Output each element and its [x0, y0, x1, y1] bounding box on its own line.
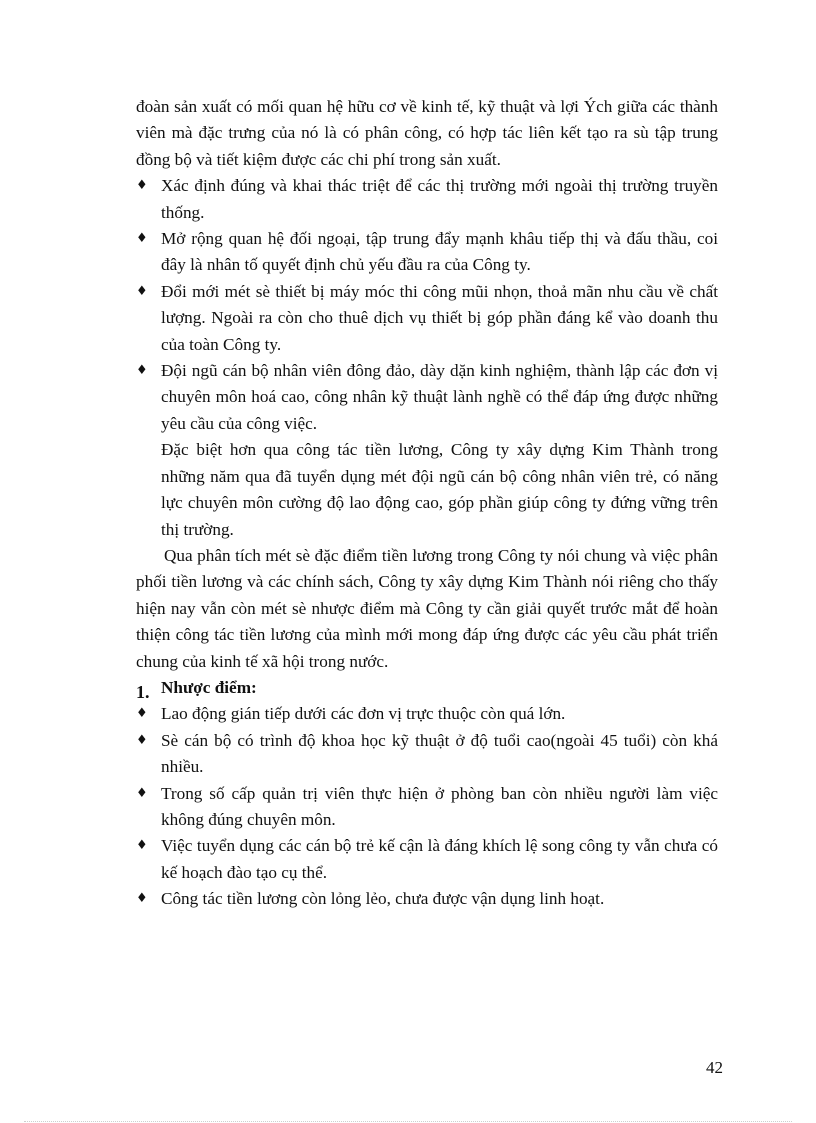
list-item	[136, 358, 718, 437]
diamond-bullet-icon: ♦	[136, 283, 148, 299]
list-item	[136, 226, 718, 279]
section-heading	[136, 675, 718, 701]
diamond-bullet-icon: ♦	[136, 178, 148, 194]
list-item-text: Trong số cấp quản trị viên thực hiện ở phòng ban còn nhiều người làm việc không đúng chuyên môn.	[161, 783, 718, 829]
intro-paragraph: đoàn sản xuất có mối quan hệ hữu cơ về kinh tế, kỹ thuật và lợi Ých giữa các thành viên mà đặc trưng của nó là có phân công, có hợp tác liên kết tạo ra sù tập trung đồng bộ và tiết kiệm được các chi phí trong sản xuất.	[136, 97, 718, 169]
list-item-text: Sè cán bộ có trình độ khoa học kỹ thuật ở độ tuổi cao(ngoài 45 tuổi) còn khá nhiều.	[161, 730, 718, 777]
list-item-text: Đổi mới mét sè thiết bị máy móc thi công mũi nhọn, thoả mãn nhu cầu về chất lượng. Ngoài ra còn cho thuê dịch vụ thiết bị góp phần đáng kể vào doanh thu của toàn Công ty.	[161, 281, 718, 354]
list-item-text: Đội ngũ cán bộ nhân viên đông đảo, dày dặn kinh nghiệm, thành lập các đơn vị chuyên môn hoá cao, công nhân kỹ thuật lành nghề có thể đáp ứng được những yêu cầu của công việc.	[161, 361, 718, 433]
diamond-bullet-icon: ♦	[136, 732, 148, 748]
body-text	[136, 94, 718, 913]
list-item	[136, 833, 718, 886]
list-item-text: Xác định đúng và khai thác triệt để các thị trường mới ngoài thị trường truyền thống.	[161, 176, 718, 222]
list-item	[136, 173, 718, 226]
analysis-paragraph: Qua phân tích mét sè đặc điểm tiền lương trong Công ty nói chung và việc phân phối tiền lương và các chính sách, Công ty xây dựng Kim Thành nói riêng cho thấy hiện nay vẫn còn mét sè nhược điểm mà Công ty cần giải quyết trước mắt để hoàn thiện công tác tiền lương của mình mới mong đáp ứng được các yêu cầu phát triển chung của kinh tế xã hội trong nước.	[136, 545, 718, 671]
diamond-bullet-icon: ♦	[136, 838, 148, 854]
diamond-bullet-icon: ♦	[136, 231, 148, 247]
list-item	[136, 701, 718, 727]
page-number: 42	[706, 1058, 723, 1077]
strengths-list	[136, 173, 718, 437]
list-item-text: Việc tuyển dụng các cán bộ trẻ kế cận là đáng khích lệ song công ty vẫn chưa có kế hoạch đào tạo cụ thể.	[161, 836, 718, 882]
diamond-bullet-icon: ♦	[136, 785, 148, 801]
list-item	[136, 279, 718, 358]
page-bottom-divider	[24, 1121, 792, 1122]
diamond-bullet-icon: ♦	[136, 363, 148, 379]
sub-paragraph: Đặc biệt hơn qua công tác tiền lương, Công ty xây dựng Kim Thành trong những năm qua đã tuyển dụng mét đội ngũ cán bộ công nhân viên trẻ, có năng lực chuyên môn cường độ lao động cao, góp phần giúp công ty đứng vững trên thị trường.	[161, 440, 718, 539]
list-item-text: Lao động gián tiếp dưới các đơn vị trực thuộc còn quá lớn.	[161, 704, 566, 724]
list-item	[136, 781, 718, 834]
weaknesses-list	[136, 701, 718, 912]
list-item-text: Mở rộng quan hệ đối ngoại, tập trung đẩy mạnh khâu tiếp thị và đấu thầu, coi đây là nhân tố quyết định chủ yếu đầu ra của Công ty.	[161, 229, 718, 275]
list-item	[136, 886, 718, 912]
list-item	[136, 728, 718, 781]
diamond-bullet-icon: ♦	[136, 891, 148, 907]
section-number: 1.	[136, 681, 150, 702]
diamond-bullet-icon: ♦	[136, 706, 148, 722]
section-title: Nhược điểm:	[161, 677, 257, 697]
list-item-text: Công tác tiền lương còn lỏng lẻo, chưa được vận dụng linh hoạt.	[161, 889, 605, 909]
